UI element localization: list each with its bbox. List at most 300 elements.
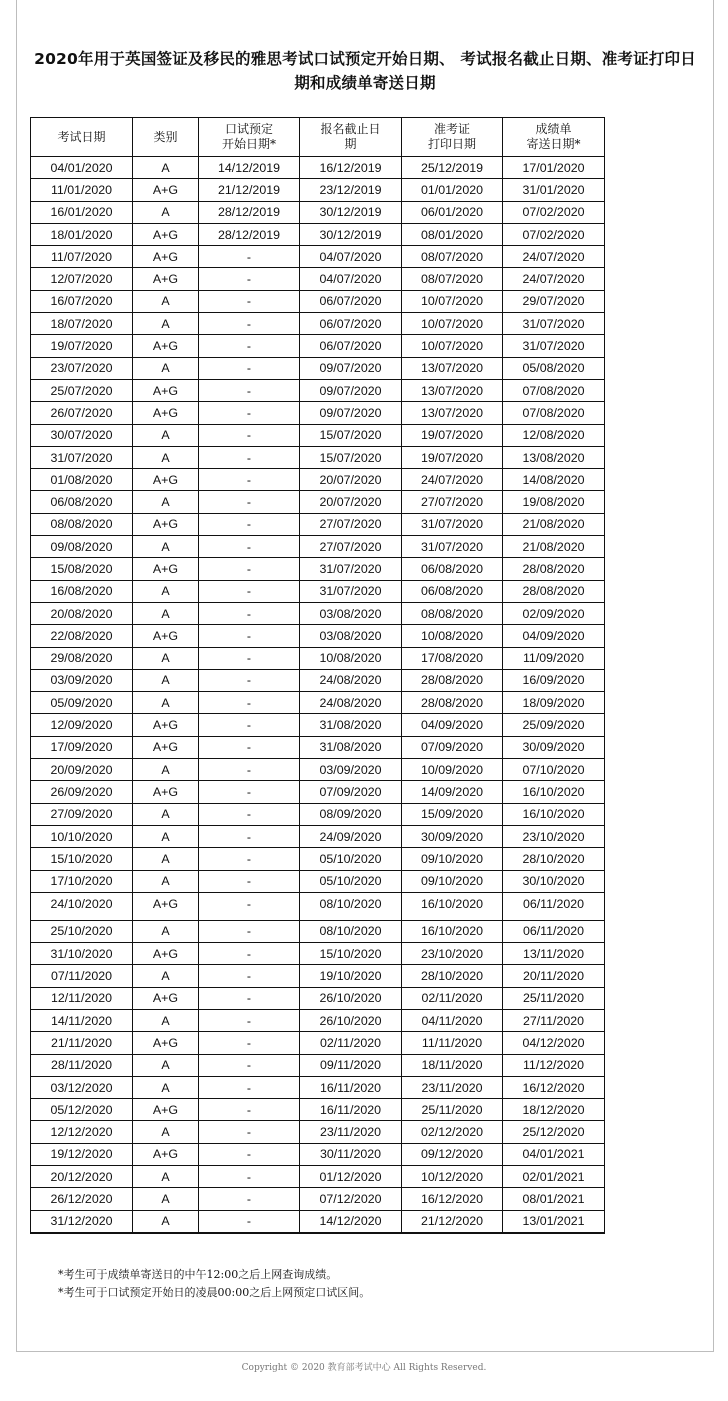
cell-admission-print-date: 10/07/2020 (402, 335, 503, 357)
cell-exam-date: 31/12/2020 (31, 1210, 133, 1233)
table-row (31, 268, 605, 290)
cell-speaking-start-date: - (199, 920, 300, 942)
table-row (31, 223, 605, 245)
cell-registration-deadline: 02/11/2020 (300, 1032, 402, 1054)
cell-admission-print-date: 19/07/2020 (402, 446, 503, 468)
cell-registration-deadline: 08/09/2020 (300, 803, 402, 825)
cell-admission-print-date: 15/09/2020 (402, 803, 503, 825)
cell-speaking-start-date: - (199, 965, 300, 987)
cell-admission-print-date: 28/08/2020 (402, 669, 503, 691)
cell-admission-print-date: 04/09/2020 (402, 714, 503, 736)
cell-admission-print-date: 08/08/2020 (402, 602, 503, 624)
cell-registration-deadline: 09/07/2020 (300, 357, 402, 379)
cell-admission-print-date: 16/12/2020 (402, 1188, 503, 1210)
cell-speaking-start-date: - (199, 647, 300, 669)
cell-admission-print-date: 31/07/2020 (402, 513, 503, 535)
cell-category: A (133, 602, 199, 624)
cell-result-dispatch-date: 07/08/2020 (503, 402, 605, 424)
cell-admission-print-date: 13/07/2020 (402, 379, 503, 401)
table-row (31, 179, 605, 201)
cell-category: A+G (133, 892, 199, 920)
cell-exam-date: 03/09/2020 (31, 669, 133, 691)
cell-speaking-start-date: - (199, 246, 300, 268)
cell-exam-date: 12/09/2020 (31, 714, 133, 736)
cell-category: A+G (133, 402, 199, 424)
cell-result-dispatch-date: 25/12/2020 (503, 1121, 605, 1143)
cell-category: A (133, 825, 199, 847)
cell-registration-deadline: 05/10/2020 (300, 848, 402, 870)
cell-registration-deadline: 30/12/2019 (300, 223, 402, 245)
cell-category: A (133, 669, 199, 691)
cell-result-dispatch-date: 21/08/2020 (503, 536, 605, 558)
cell-speaking-start-date: - (199, 1210, 300, 1233)
cell-category: A (133, 1009, 199, 1031)
table-row (31, 1143, 605, 1165)
cell-category: A+G (133, 469, 199, 491)
table-row (31, 1076, 605, 1098)
cell-exam-date: 15/10/2020 (31, 848, 133, 870)
cell-category: A+G (133, 736, 199, 758)
cell-category: A+G (133, 625, 199, 647)
cell-admission-print-date: 25/12/2019 (402, 157, 503, 179)
table-row (31, 892, 605, 920)
cell-category: A (133, 446, 199, 468)
table-row (31, 803, 605, 825)
cell-admission-print-date: 09/10/2020 (402, 848, 503, 870)
cell-admission-print-date: 27/07/2020 (402, 491, 503, 513)
cell-admission-print-date: 28/10/2020 (402, 965, 503, 987)
cell-exam-date: 18/07/2020 (31, 313, 133, 335)
cell-exam-date: 26/07/2020 (31, 402, 133, 424)
table-row (31, 1121, 605, 1143)
cell-result-dispatch-date: 05/08/2020 (503, 357, 605, 379)
cell-result-dispatch-date: 18/09/2020 (503, 692, 605, 714)
cell-admission-print-date: 06/01/2020 (402, 201, 503, 223)
cell-result-dispatch-date: 17/01/2020 (503, 157, 605, 179)
table-row (31, 402, 605, 424)
cell-admission-print-date: 04/11/2020 (402, 1009, 503, 1031)
cell-registration-deadline: 06/07/2020 (300, 335, 402, 357)
table-row (31, 246, 605, 268)
cell-exam-date: 31/07/2020 (31, 446, 133, 468)
cell-result-dispatch-date: 04/09/2020 (503, 625, 605, 647)
cell-speaking-start-date: - (199, 1054, 300, 1076)
cell-registration-deadline: 03/08/2020 (300, 602, 402, 624)
cell-registration-deadline: 16/11/2020 (300, 1099, 402, 1121)
cell-speaking-start-date: - (199, 669, 300, 691)
cell-admission-print-date: 24/07/2020 (402, 469, 503, 491)
cell-exam-date: 17/09/2020 (31, 736, 133, 758)
cell-speaking-start-date: - (199, 1099, 300, 1121)
cell-result-dispatch-date: 13/11/2020 (503, 943, 605, 965)
cell-registration-deadline: 15/10/2020 (300, 943, 402, 965)
table-row (31, 714, 605, 736)
cell-registration-deadline: 24/08/2020 (300, 692, 402, 714)
table-row (31, 1166, 605, 1188)
table-row (31, 669, 605, 691)
cell-admission-print-date: 02/12/2020 (402, 1121, 503, 1143)
cell-admission-print-date: 09/10/2020 (402, 870, 503, 892)
cell-result-dispatch-date: 27/11/2020 (503, 1009, 605, 1031)
cell-speaking-start-date: - (199, 987, 300, 1009)
cell-exam-date: 09/08/2020 (31, 536, 133, 558)
cell-speaking-start-date: 14/12/2019 (199, 157, 300, 179)
cell-speaking-start-date: - (199, 290, 300, 312)
cell-speaking-start-date: 28/12/2019 (199, 223, 300, 245)
cell-exam-date: 19/12/2020 (31, 1143, 133, 1165)
cell-speaking-start-date: - (199, 1076, 300, 1098)
cell-exam-date: 07/11/2020 (31, 965, 133, 987)
cell-registration-deadline: 30/11/2020 (300, 1143, 402, 1165)
table-row (31, 513, 605, 535)
cell-exam-date: 29/08/2020 (31, 647, 133, 669)
table-row (31, 759, 605, 781)
cell-category: A (133, 201, 199, 223)
cell-result-dispatch-date: 11/09/2020 (503, 647, 605, 669)
cell-result-dispatch-date: 25/09/2020 (503, 714, 605, 736)
cell-admission-print-date: 09/12/2020 (402, 1143, 503, 1165)
cell-category: A+G (133, 223, 199, 245)
cell-exam-date: 12/12/2020 (31, 1121, 133, 1143)
cell-result-dispatch-date: 06/11/2020 (503, 892, 605, 920)
cell-registration-deadline: 09/07/2020 (300, 402, 402, 424)
table-row (31, 602, 605, 624)
table-row (31, 848, 605, 870)
cell-result-dispatch-date: 31/01/2020 (503, 179, 605, 201)
cell-admission-print-date: 13/07/2020 (402, 357, 503, 379)
cell-admission-print-date: 21/12/2020 (402, 1210, 503, 1233)
cell-speaking-start-date: - (199, 580, 300, 602)
cell-registration-deadline: 31/07/2020 (300, 558, 402, 580)
cell-admission-print-date: 08/07/2020 (402, 246, 503, 268)
cell-category: A+G (133, 558, 199, 580)
table-row (31, 1032, 605, 1054)
cell-speaking-start-date: - (199, 1121, 300, 1143)
table-row (31, 870, 605, 892)
table-row (31, 625, 605, 647)
table-row (31, 558, 605, 580)
cell-exam-date: 24/10/2020 (31, 892, 133, 920)
cell-speaking-start-date: - (199, 848, 300, 870)
cell-exam-date: 27/09/2020 (31, 803, 133, 825)
cell-result-dispatch-date: 30/09/2020 (503, 736, 605, 758)
cell-category: A (133, 536, 199, 558)
cell-registration-deadline: 27/07/2020 (300, 536, 402, 558)
cell-exam-date: 20/09/2020 (31, 759, 133, 781)
cell-speaking-start-date: - (199, 313, 300, 335)
cell-registration-deadline: 05/10/2020 (300, 870, 402, 892)
cell-result-dispatch-date: 31/07/2020 (503, 335, 605, 357)
cell-admission-print-date: 17/08/2020 (402, 647, 503, 669)
cell-registration-deadline: 24/08/2020 (300, 669, 402, 691)
cell-exam-date: 26/12/2020 (31, 1188, 133, 1210)
cell-exam-date: 28/11/2020 (31, 1054, 133, 1076)
cell-speaking-start-date: - (199, 491, 300, 513)
cell-result-dispatch-date: 20/11/2020 (503, 965, 605, 987)
cell-exam-date: 14/11/2020 (31, 1009, 133, 1031)
cell-result-dispatch-date: 04/01/2021 (503, 1143, 605, 1165)
cell-admission-print-date: 10/07/2020 (402, 290, 503, 312)
cell-result-dispatch-date: 18/12/2020 (503, 1099, 605, 1121)
cell-category: A (133, 1166, 199, 1188)
table-row (31, 647, 605, 669)
cell-speaking-start-date: - (199, 714, 300, 736)
cell-result-dispatch-date: 07/10/2020 (503, 759, 605, 781)
table-row (31, 1188, 605, 1210)
cell-admission-print-date: 16/10/2020 (402, 892, 503, 920)
table-row (31, 692, 605, 714)
table-row (31, 357, 605, 379)
table-row (31, 987, 605, 1009)
cell-exam-date: 20/12/2020 (31, 1166, 133, 1188)
cell-registration-deadline: 07/12/2020 (300, 1188, 402, 1210)
cell-exam-date: 23/07/2020 (31, 357, 133, 379)
cell-admission-print-date: 06/08/2020 (402, 558, 503, 580)
cell-admission-print-date: 10/08/2020 (402, 625, 503, 647)
cell-speaking-start-date: - (199, 736, 300, 758)
cell-admission-print-date: 10/07/2020 (402, 313, 503, 335)
cell-category: A (133, 759, 199, 781)
cell-result-dispatch-date: 14/08/2020 (503, 469, 605, 491)
cell-exam-date: 05/12/2020 (31, 1099, 133, 1121)
cell-exam-date: 25/10/2020 (31, 920, 133, 942)
cell-exam-date: 19/07/2020 (31, 335, 133, 357)
cell-category: A+G (133, 335, 199, 357)
cell-speaking-start-date: - (199, 1032, 300, 1054)
cell-registration-deadline: 19/10/2020 (300, 965, 402, 987)
cell-registration-deadline: 30/12/2019 (300, 201, 402, 223)
cell-speaking-start-date: - (199, 424, 300, 446)
cell-category: A+G (133, 781, 199, 803)
cell-exam-date: 10/10/2020 (31, 825, 133, 847)
cell-exam-date: 20/08/2020 (31, 602, 133, 624)
table-row (31, 965, 605, 987)
table-row (31, 446, 605, 468)
table-row (31, 1009, 605, 1031)
cell-speaking-start-date: - (199, 943, 300, 965)
cell-result-dispatch-date: 19/08/2020 (503, 491, 605, 513)
cell-category: A (133, 803, 199, 825)
table-row (31, 379, 605, 401)
cell-admission-print-date: 11/11/2020 (402, 1032, 503, 1054)
cell-admission-print-date: 13/07/2020 (402, 402, 503, 424)
cell-registration-deadline: 23/11/2020 (300, 1121, 402, 1143)
cell-exam-date: 16/07/2020 (31, 290, 133, 312)
table-row (31, 1210, 605, 1233)
header-category: 类别 (133, 118, 199, 157)
cell-result-dispatch-date: 13/08/2020 (503, 446, 605, 468)
cell-registration-deadline: 04/07/2020 (300, 246, 402, 268)
cell-result-dispatch-date: 07/08/2020 (503, 379, 605, 401)
cell-speaking-start-date: - (199, 536, 300, 558)
cell-registration-deadline: 09/11/2020 (300, 1054, 402, 1076)
cell-category: A+G (133, 246, 199, 268)
cell-category: A (133, 1054, 199, 1076)
cell-speaking-start-date: - (199, 692, 300, 714)
cell-exam-date: 06/08/2020 (31, 491, 133, 513)
cell-category: A+G (133, 1032, 199, 1054)
cell-result-dispatch-date: 30/10/2020 (503, 870, 605, 892)
cell-speaking-start-date: - (199, 1009, 300, 1031)
header-result-dispatch-date: 成绩单 寄送日期* (503, 118, 605, 157)
cell-result-dispatch-date: 06/11/2020 (503, 920, 605, 942)
cell-speaking-start-date: - (199, 469, 300, 491)
cell-category: A+G (133, 987, 199, 1009)
table-row (31, 157, 605, 179)
cell-category: A (133, 290, 199, 312)
cell-result-dispatch-date: 07/02/2020 (503, 223, 605, 245)
table-row (31, 1054, 605, 1076)
cell-admission-print-date: 23/10/2020 (402, 943, 503, 965)
cell-admission-print-date: 25/11/2020 (402, 1099, 503, 1121)
cell-speaking-start-date: - (199, 335, 300, 357)
cell-speaking-start-date: - (199, 357, 300, 379)
header-exam-date: 考试日期 (31, 118, 133, 157)
cell-registration-deadline: 09/07/2020 (300, 379, 402, 401)
cell-category: A (133, 580, 199, 602)
cell-category: A (133, 1076, 199, 1098)
cell-exam-date: 11/01/2020 (31, 179, 133, 201)
cell-admission-print-date: 31/07/2020 (402, 536, 503, 558)
cell-result-dispatch-date: 16/12/2020 (503, 1076, 605, 1098)
table-row (31, 335, 605, 357)
table-row (31, 736, 605, 758)
cell-category: A+G (133, 379, 199, 401)
cell-category: A+G (133, 179, 199, 201)
table-row (31, 491, 605, 513)
cell-exam-date: 31/10/2020 (31, 943, 133, 965)
table-row (31, 781, 605, 803)
cell-result-dispatch-date: 12/08/2020 (503, 424, 605, 446)
cell-registration-deadline: 07/09/2020 (300, 781, 402, 803)
footnote-speaking-booking: *考生可于口试预定开始日的凌晨00:00之后上网预定口试区间。 (58, 1286, 371, 1299)
cell-result-dispatch-date: 13/01/2021 (503, 1210, 605, 1233)
cell-category: A (133, 313, 199, 335)
cell-result-dispatch-date: 28/08/2020 (503, 558, 605, 580)
cell-admission-print-date: 06/08/2020 (402, 580, 503, 602)
cell-exam-date: 16/08/2020 (31, 580, 133, 602)
page-title: 2020年用于英国签证及移民的雅思考试口试预定开始日期、 考试报名截止日期、准考证打印日期和成绩单寄送日期 (34, 50, 696, 92)
cell-admission-print-date: 23/11/2020 (402, 1076, 503, 1098)
cell-speaking-start-date: - (199, 602, 300, 624)
cell-admission-print-date: 01/01/2020 (402, 179, 503, 201)
cell-speaking-start-date: - (199, 870, 300, 892)
cell-speaking-start-date: - (199, 803, 300, 825)
cell-speaking-start-date: - (199, 759, 300, 781)
cell-registration-deadline: 15/07/2020 (300, 446, 402, 468)
cell-speaking-start-date: - (199, 625, 300, 647)
table-row (31, 290, 605, 312)
cell-exam-date: 30/07/2020 (31, 424, 133, 446)
cell-result-dispatch-date: 16/09/2020 (503, 669, 605, 691)
cell-registration-deadline: 06/07/2020 (300, 290, 402, 312)
table-row (31, 580, 605, 602)
cell-result-dispatch-date: 28/08/2020 (503, 580, 605, 602)
cell-category: A (133, 1121, 199, 1143)
cell-speaking-start-date: - (199, 402, 300, 424)
header-speaking-start-date: 口试预定 开始日期* (199, 118, 300, 157)
cell-registration-deadline: 16/11/2020 (300, 1076, 402, 1098)
cell-result-dispatch-date: 24/07/2020 (503, 246, 605, 268)
cell-category: A (133, 920, 199, 942)
table-row (31, 1099, 605, 1121)
cell-registration-deadline: 16/12/2019 (300, 157, 402, 179)
cell-registration-deadline: 31/08/2020 (300, 736, 402, 758)
cell-registration-deadline: 08/10/2020 (300, 892, 402, 920)
cell-speaking-start-date: 21/12/2019 (199, 179, 300, 201)
cell-result-dispatch-date: 11/12/2020 (503, 1054, 605, 1076)
cell-result-dispatch-date: 23/10/2020 (503, 825, 605, 847)
cell-registration-deadline: 04/07/2020 (300, 268, 402, 290)
cell-registration-deadline: 14/12/2020 (300, 1210, 402, 1233)
cell-exam-date: 22/08/2020 (31, 625, 133, 647)
cell-category: A (133, 1188, 199, 1210)
table-row (31, 424, 605, 446)
cell-admission-print-date: 28/08/2020 (402, 692, 503, 714)
cell-exam-date: 08/08/2020 (31, 513, 133, 535)
cell-admission-print-date: 02/11/2020 (402, 987, 503, 1009)
table-row (31, 313, 605, 335)
cell-result-dispatch-date: 28/10/2020 (503, 848, 605, 870)
cell-category: A+G (133, 714, 199, 736)
table-row (31, 943, 605, 965)
cell-registration-deadline: 06/07/2020 (300, 313, 402, 335)
cell-exam-date: 21/11/2020 (31, 1032, 133, 1054)
cell-result-dispatch-date: 02/01/2021 (503, 1166, 605, 1188)
cell-category: A+G (133, 1143, 199, 1165)
cell-category: A (133, 692, 199, 714)
cell-result-dispatch-date: 29/07/2020 (503, 290, 605, 312)
cell-exam-date: 12/11/2020 (31, 987, 133, 1009)
header-registration-deadline: 报名截止日 期 (300, 118, 402, 157)
cell-speaking-start-date: - (199, 1143, 300, 1165)
cell-admission-print-date: 10/12/2020 (402, 1166, 503, 1188)
cell-category: A (133, 424, 199, 446)
cell-speaking-start-date: - (199, 1188, 300, 1210)
cell-exam-date: 18/01/2020 (31, 223, 133, 245)
cell-registration-deadline: 15/07/2020 (300, 424, 402, 446)
cell-exam-date: 03/12/2020 (31, 1076, 133, 1098)
cell-speaking-start-date: - (199, 558, 300, 580)
cell-admission-print-date: 30/09/2020 (402, 825, 503, 847)
cell-result-dispatch-date: 25/11/2020 (503, 987, 605, 1009)
cell-category: A (133, 157, 199, 179)
cell-result-dispatch-date: 21/08/2020 (503, 513, 605, 535)
cell-speaking-start-date: - (199, 446, 300, 468)
cell-speaking-start-date: - (199, 379, 300, 401)
cell-category: A+G (133, 513, 199, 535)
cell-admission-print-date: 08/07/2020 (402, 268, 503, 290)
cell-category: A (133, 491, 199, 513)
cell-category: A+G (133, 268, 199, 290)
cell-admission-print-date: 19/07/2020 (402, 424, 503, 446)
cell-exam-date: 16/01/2020 (31, 201, 133, 223)
cell-result-dispatch-date: 08/01/2021 (503, 1188, 605, 1210)
cell-registration-deadline: 26/10/2020 (300, 987, 402, 1009)
cell-speaking-start-date: - (199, 268, 300, 290)
table-row (31, 536, 605, 558)
cell-category: A (133, 1210, 199, 1233)
cell-exam-date: 15/08/2020 (31, 558, 133, 580)
cell-exam-date: 04/01/2020 (31, 157, 133, 179)
cell-exam-date: 11/07/2020 (31, 246, 133, 268)
cell-registration-deadline: 23/12/2019 (300, 179, 402, 201)
cell-admission-print-date: 10/09/2020 (402, 759, 503, 781)
cell-category: A (133, 870, 199, 892)
cell-registration-deadline: 03/09/2020 (300, 759, 402, 781)
cell-speaking-start-date: - (199, 513, 300, 535)
cell-exam-date: 05/09/2020 (31, 692, 133, 714)
